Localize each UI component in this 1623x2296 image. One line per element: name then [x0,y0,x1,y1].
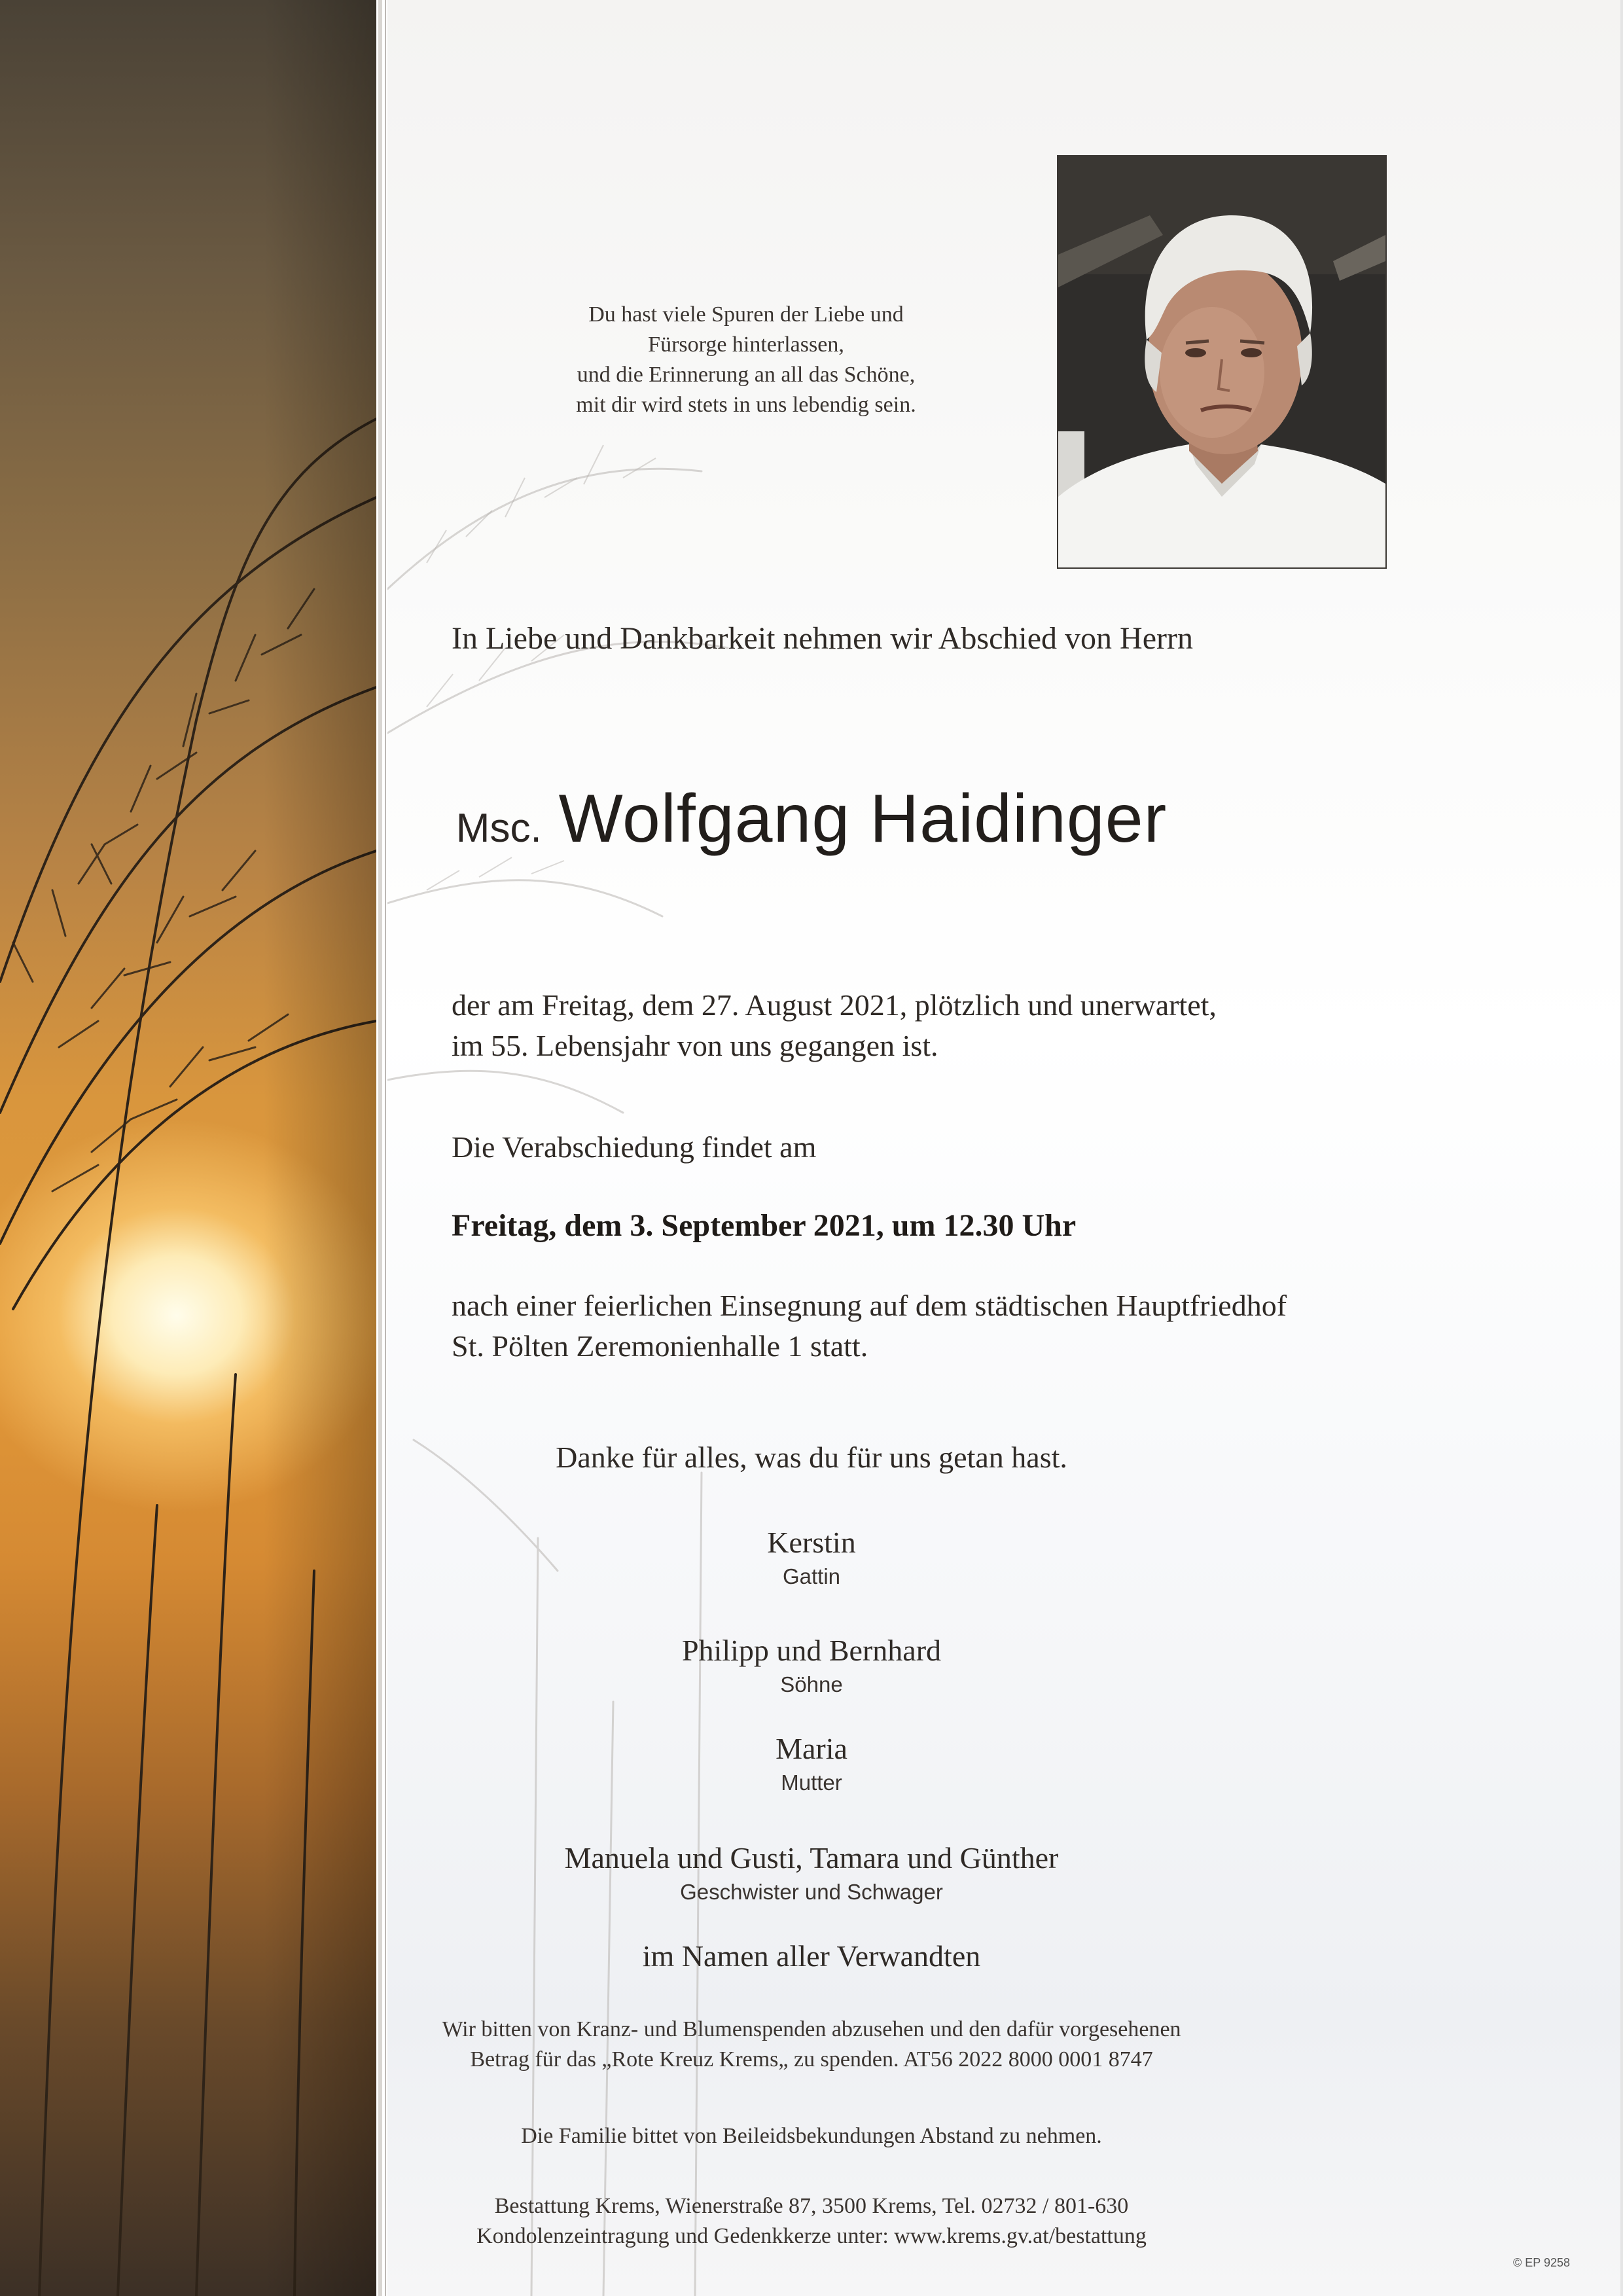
farewell-intro: Die Verabschiedung findet am [452,1130,817,1164]
undertaker-line: Bestattung Krems, Wienerstraße 87, 3500 Krems, Tel. 02732 / 801-630 [494,2194,1129,2218]
portrait-photo-icon [1058,156,1385,567]
mourner-role: Gattin [782,1564,841,1588]
donation-request [0,2015,1623,2075]
thanks-line: Danke für alles, was du für uns getan hast. [556,1441,1067,1474]
deceased-name: Wolfgang Haidinger [558,781,1168,857]
deceased-name-row [0,780,1623,858]
mourner-name: Kerstin [767,1526,856,1559]
ceremony-line: nach einer feierlichen Einsegnung auf dem städtischen Hauptfriedhof [452,1289,1287,1322]
mourner-role: Mutter [781,1770,842,1795]
quote-line: Fürsorge hinterlassen, [648,332,844,357]
mourner-name: Philipp und Bernhard [681,1634,942,1667]
quote-line: Du hast viele Spuren der Liebe und [588,302,904,327]
memorial-quote [497,300,995,420]
ceremony-line: St. Pölten Zeremonienhalle 1 statt. [452,1329,868,1363]
relatives-line: im Namen aller Verwandten [642,1939,981,1973]
death-line: im 55. Lebensjahr von uns gegangen ist. [452,1029,938,1062]
undertaker-line: Kondolenzeintragung und Gedenkkerze unter: www.krems.gv.at/bestattung [476,2224,1147,2248]
print-code: © EP 9258 [1513,2256,1570,2269]
ceremony-info [452,1285,1287,1367]
donation-line: Betrag für das „Rote Kreuz Krems„ zu spenden. AT56 2022 8000 0001 8747 [470,2047,1153,2072]
farewell-date: Freitag, dem 3. September 2021, um 12.30 Uhr [452,1208,1077,1243]
deceased-title: Msc. [455,806,542,851]
mourner-name: Maria [776,1732,847,1765]
condolence-note: Die Familie bittet von Beileidsbekundungen Abstand zu nehmen. [521,2124,1102,2148]
portrait-photo [1057,155,1387,569]
death-line: der am Freitag, dem 27. August 2021, plötzlich und unerwartet, [452,988,1217,1022]
intro-line: In Liebe und Dankbarkeit nehmen wir Abschied von Herrn [452,621,1193,656]
mourner-role: Söhne [780,1672,843,1696]
quote-line: und die Erinnerung an all das Schöne, [577,363,916,387]
quote-line: mit dir wird stets in uns lebendig sein. [576,393,916,417]
undertaker-info [0,2191,1623,2251]
death-info [452,985,1217,1066]
donation-line: Wir bitten von Kranz- und Blumenspenden abzusehen und den dafür vorgesehenen [442,2017,1181,2041]
mourner-name: Manuela und Gusti, Tamara und Günther [564,1841,1059,1874]
mourner-role: Geschwister und Schwager [680,1880,943,1904]
